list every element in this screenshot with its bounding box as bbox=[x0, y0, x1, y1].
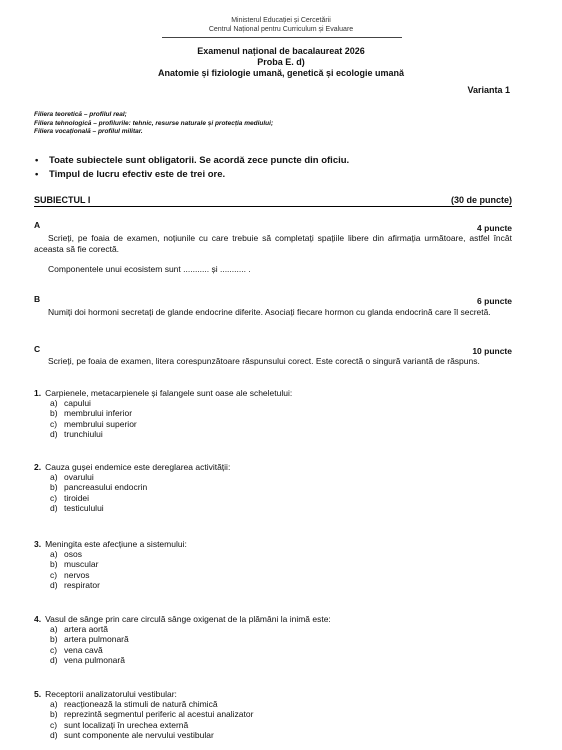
fill-in-statement: Componentele unui ecosistem sunt ........... și ........... . bbox=[48, 264, 251, 274]
question-text: Vasul de sânge prin care circulă sânge oxigenat de la plămâni la inimă este: bbox=[45, 614, 331, 624]
option-item bbox=[50, 655, 512, 665]
rule-item: • Timpul de lucru efectiv este de trei ore. bbox=[34, 168, 349, 182]
option-item bbox=[50, 398, 512, 408]
section-instruction: Scrieți, pe foaia de examen, litera corespunzătoare răspunsului corect. Este corectă o singură variantă de răspuns. bbox=[48, 356, 480, 366]
options-list bbox=[34, 549, 512, 590]
option-item bbox=[50, 699, 512, 709]
section-c-header bbox=[34, 344, 512, 355]
question-number: 2. bbox=[34, 462, 42, 472]
option-key: d) bbox=[50, 729, 58, 740]
option-text: muscular bbox=[64, 559, 99, 570]
option-text: pancreasului endocrin bbox=[64, 482, 148, 493]
subject-title: Anatomie și fiziologie umană, genetică și ecologie umană bbox=[157, 68, 405, 78]
option-item bbox=[50, 493, 512, 503]
question-text: Carpienele, metacarpienele și falangele sunt oase ale scheletului: bbox=[45, 388, 293, 398]
rule-item: • Toate subiectele sunt obligatorii. Se acordă zece puncte din oficiu. bbox=[34, 154, 349, 168]
question-4 bbox=[34, 614, 512, 665]
subject-points: (30 de puncte) bbox=[450, 195, 512, 205]
option-key: a) bbox=[50, 699, 58, 710]
option-item bbox=[50, 419, 512, 429]
option-item bbox=[50, 645, 512, 655]
option-text: artera pulmonară bbox=[64, 634, 129, 645]
option-item bbox=[50, 549, 512, 559]
section-instruction: Scrieți, pe foaia de examen, noțiunile cu care trebuie să completați spațiile libere din afirmația următoare, astfel încât aceasta să fie corectă. bbox=[34, 233, 512, 254]
option-text: trunchiului bbox=[64, 428, 103, 439]
option-text: ovarului bbox=[64, 472, 94, 483]
options-list bbox=[34, 699, 512, 740]
subject-heading bbox=[34, 195, 512, 207]
option-text: artera aortă bbox=[64, 624, 108, 635]
question-stem bbox=[34, 614, 512, 624]
option-text: reacționează la stimuli de natură chimică bbox=[64, 699, 218, 710]
option-text: membrului superior bbox=[64, 418, 137, 429]
question-number: 3. bbox=[34, 539, 42, 549]
question-number: 5. bbox=[34, 689, 42, 699]
section-letter: C bbox=[34, 344, 41, 354]
option-item bbox=[50, 482, 512, 492]
question-text: Meningita este afecțiune a sistemului: bbox=[45, 539, 187, 549]
options-list bbox=[34, 472, 512, 513]
option-key: b) bbox=[50, 559, 58, 570]
center-name: Centrul Național pentru Curriculum și Evaluare bbox=[208, 25, 354, 33]
section-a-header bbox=[34, 220, 512, 231]
option-text: tiroidei bbox=[64, 492, 90, 503]
option-text: capului bbox=[64, 398, 91, 409]
question-3 bbox=[34, 539, 512, 590]
subject-label: SUBIECTUL I bbox=[34, 195, 91, 205]
option-key: c) bbox=[50, 418, 58, 429]
section-c bbox=[34, 344, 512, 367]
question-2 bbox=[34, 462, 512, 513]
option-key: c) bbox=[50, 719, 58, 730]
option-text: osos bbox=[64, 549, 82, 560]
option-item bbox=[50, 580, 512, 590]
option-text: reprezintă segmentul periferic al acestui analizator bbox=[64, 709, 254, 720]
question-stem bbox=[34, 388, 512, 398]
section-points: 10 puncte bbox=[472, 346, 512, 356]
question-stem bbox=[34, 689, 512, 699]
question-text: Receptorii analizatorului vestibular: bbox=[45, 689, 177, 699]
question-5 bbox=[34, 689, 512, 740]
options-list bbox=[34, 398, 512, 439]
institution-header bbox=[0, 17, 562, 34]
option-text: testiculului bbox=[64, 502, 104, 513]
question-1 bbox=[34, 388, 512, 439]
option-text: nervos bbox=[64, 569, 90, 580]
question-number: 1. bbox=[34, 388, 42, 398]
option-key: b) bbox=[50, 408, 58, 419]
option-item bbox=[50, 709, 512, 719]
option-item bbox=[50, 503, 512, 513]
variant-label: Varianta 1 bbox=[467, 85, 510, 95]
option-key: d) bbox=[50, 654, 58, 665]
option-key: a) bbox=[50, 398, 58, 409]
option-item bbox=[50, 730, 512, 740]
option-item bbox=[50, 570, 512, 580]
section-b-header bbox=[34, 294, 512, 305]
section-letter: A bbox=[34, 220, 41, 230]
rules-list bbox=[34, 154, 349, 182]
section-points: 4 puncte bbox=[477, 223, 512, 233]
section-a bbox=[34, 220, 512, 275]
option-key: a) bbox=[50, 624, 58, 635]
question-stem bbox=[34, 462, 512, 472]
option-item bbox=[50, 559, 512, 569]
question-number: 4. bbox=[34, 614, 42, 624]
option-text: sunt componente ale nervului vestibular bbox=[64, 729, 214, 740]
option-key: b) bbox=[50, 634, 58, 645]
option-item bbox=[50, 720, 512, 730]
option-key: c) bbox=[50, 644, 58, 655]
option-text: membrului inferior bbox=[64, 408, 133, 419]
option-key: a) bbox=[50, 549, 58, 560]
option-item bbox=[50, 634, 512, 644]
option-key: c) bbox=[50, 569, 58, 580]
filiera-item: Filiera tehnologică – profilurile: tehnic, resurse naturale și protecția mediului; bbox=[34, 119, 274, 127]
ministry-name: Ministerul Educației și Cercetării bbox=[231, 17, 331, 24]
proba-label: Proba E. d) bbox=[257, 57, 305, 67]
option-key: d) bbox=[50, 579, 58, 590]
option-text: vena pulmonară bbox=[64, 654, 125, 665]
section-b bbox=[34, 294, 512, 318]
filiera-item: Filiera vocațională – profilul militar. bbox=[34, 128, 143, 135]
option-key: a) bbox=[50, 472, 58, 483]
section-letter: B bbox=[34, 294, 41, 304]
filiere-list bbox=[34, 111, 273, 137]
option-text: sunt localizați în urechea externă bbox=[64, 719, 189, 730]
question-stem bbox=[34, 539, 512, 549]
option-key: d) bbox=[50, 428, 58, 439]
options-list bbox=[34, 624, 512, 665]
option-key: b) bbox=[50, 482, 58, 493]
option-key: c) bbox=[50, 492, 58, 503]
option-key: d) bbox=[50, 502, 58, 513]
header-divider bbox=[162, 37, 402, 38]
option-text: vena cavă bbox=[64, 644, 103, 655]
exam-title-block bbox=[0, 46, 562, 79]
question-text: Cauza gușei endemice este dereglarea activității: bbox=[45, 462, 231, 472]
option-item bbox=[50, 429, 512, 439]
option-text: respirator bbox=[64, 579, 100, 590]
option-item bbox=[50, 408, 512, 418]
option-key: b) bbox=[50, 709, 58, 720]
section-points: 6 puncte bbox=[477, 296, 512, 306]
option-item bbox=[50, 472, 512, 482]
exam-title: Examenul național de bacalaureat 2026 bbox=[197, 46, 365, 56]
option-item bbox=[50, 624, 512, 634]
filiera-item: Filiera teoretică – profilul real; bbox=[34, 111, 127, 118]
section-instruction: Numiți doi hormoni secretați de glande endocrine diferite. Asociați fiecare hormon cu glanda endocrină care îl secretă. bbox=[48, 307, 491, 317]
